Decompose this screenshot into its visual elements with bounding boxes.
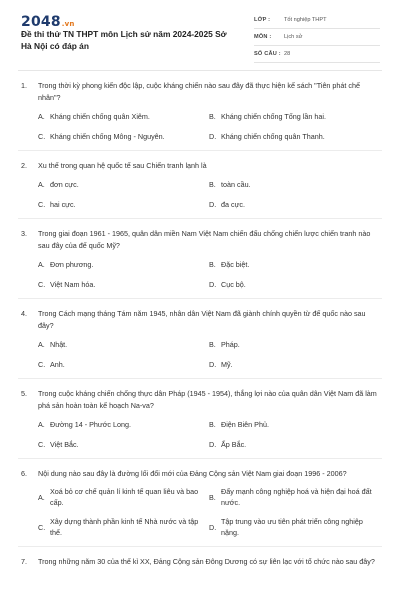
answer-options [38,419,380,450]
option-text: toàn cầu. [221,180,251,189]
option-text: Tập trung vào ưu tiên phát triển công nghiệp nặng. [221,517,363,537]
option-text: Kháng chiến chống quân Thanh. [221,132,325,141]
option-text: Đẩy mạnh công nghiệp hoá và hiện đại hoá đất nước. [221,487,372,507]
option-a[interactable] [38,179,209,190]
question-6 [0,468,400,547]
page-title: Đề thi thử TN THPT môn Lịch sử năm 2024-2025 Sở Hà Nội có đáp án [21,29,227,51]
option-text: Anh. [50,360,65,369]
question-number: 3. [21,229,27,238]
option-text: Nhật. [50,340,68,349]
meta-label: LỚP : [254,17,271,23]
option-text: Kháng chiến chống quân Xiêm. [50,112,150,121]
option-letter: C. [38,523,46,532]
option-b[interactable] [209,259,380,270]
option-b[interactable] [209,419,380,430]
option-text: đơn cực. [50,180,79,189]
option-letter: C. [38,360,46,369]
meta-value: Tốt nghiệp THPT [284,17,327,23]
option-letter: C. [38,440,46,449]
option-b[interactable] [209,487,380,508]
exam-meta [254,14,380,65]
option-a[interactable] [38,259,209,270]
option-letter: A. [38,260,45,269]
answer-options [38,179,380,210]
question-number: 4. [21,309,27,318]
option-text: Đường 14 - Phước Long. [50,420,131,429]
option-text: Cục bộ. [221,280,246,289]
meta-value: Lịch sử [284,34,303,40]
meta-row-class [254,14,380,29]
question-divider [18,458,382,459]
logo-suffix: .vn [61,20,75,28]
meta-row-count [254,48,380,63]
option-c[interactable] [38,439,209,450]
option-a[interactable] [38,111,209,122]
question-7 [0,556,400,568]
option-a[interactable] [38,339,209,350]
question-text: Trong những năm 30 của thế kỉ XX, Đảng Cộng sản Đông Dương có sự liên lạc với tổ chức nào sau đây? [38,557,375,566]
option-letter: B. [209,340,216,349]
question-text: Trong giai đoạn 1961 - 1965, quân dân miền Nam Việt Nam chiến đấu chống chiến lược chiến tranh nào sau đây của đế quốc Mỹ? [38,229,371,250]
logo-text: 2048 [21,14,61,30]
option-letter: C. [38,132,46,141]
meta-row-subject [254,31,380,46]
option-text: Đặc biệt. [221,260,250,269]
option-text: Xây dựng thành phần kinh tế Nhà nước và tập thể. [50,517,199,537]
option-d[interactable] [209,279,380,290]
question-number: 5. [21,389,27,398]
option-d[interactable] [209,439,380,450]
question-2 [0,160,400,219]
option-text: Mỹ. [221,360,233,369]
option-text: Việt Bắc. [50,440,79,449]
answer-options [38,259,380,290]
question-list [0,80,400,568]
option-letter: A. [38,180,45,189]
option-d[interactable] [209,359,380,370]
question-text: Xu thế trong quan hệ quốc tế sau Chiến tranh lạnh là [38,161,207,170]
answer-options [38,487,380,538]
option-c[interactable] [38,517,209,538]
option-letter: A. [38,493,45,502]
site-logo[interactable] [21,14,75,30]
question-number: 1. [21,81,27,90]
option-a[interactable] [38,487,209,508]
question-text: Trong Cách mạng tháng Tám năm 1945, nhân dân Việt Nam đã giành chính quyền từ đế quốc nào sau đây? [38,309,366,330]
question-1 [0,80,400,151]
option-letter: D. [209,280,217,289]
option-letter: D. [209,200,217,209]
question-divider [18,298,382,299]
option-text: Kháng chiến chống Mông - Nguyên. [50,132,165,141]
meta-value: 28 [284,51,291,57]
question-divider [18,546,382,547]
option-letter: B. [209,112,216,121]
option-letter: A. [38,420,45,429]
option-c[interactable] [38,131,209,142]
question-divider [18,378,382,379]
option-c[interactable] [38,359,209,370]
option-letter: C. [38,200,46,209]
option-letter: B. [209,180,216,189]
option-letter: C. [38,280,46,289]
option-text: Kháng chiến chống Tống lần hai. [221,112,326,121]
option-d[interactable] [209,517,380,538]
question-divider [18,218,382,219]
question-text: Nội dung nào sau đây là đường lối đổi mới của Đảng Cộng sản Việt Nam giai đoạn 1996 - 2006? [38,469,347,478]
option-d[interactable] [209,131,380,142]
answer-options [38,111,380,142]
option-text: Đơn phương. [50,260,94,269]
option-letter: D. [209,440,217,449]
option-letter: B. [209,493,216,502]
meta-label: MÔN : [254,34,272,40]
option-text: Việt Nam hóa. [50,280,96,289]
option-letter: A. [38,340,45,349]
option-text: đa cực. [221,200,245,209]
option-a[interactable] [38,419,209,430]
option-d[interactable] [209,199,380,210]
option-letter: A. [38,112,45,121]
header-divider [18,70,382,71]
option-b[interactable] [209,339,380,350]
option-letter: D. [209,360,217,369]
question-5 [0,388,400,459]
question-number: 7. [21,557,27,566]
option-letter: B. [209,420,216,429]
option-text: Ấp Bắc. [221,440,247,449]
option-c[interactable] [38,279,209,290]
question-text: Trong thời kỳ phong kiến độc lập, cuộc kháng chiến nào sau đây đã thực hiện kế sách "Tiên phát chế nhân"? [38,81,361,102]
option-text: hai cực. [50,200,76,209]
option-b[interactable] [209,179,380,190]
option-c[interactable] [38,199,209,210]
question-3 [0,228,400,299]
option-text: Điện Biên Phủ. [221,420,269,429]
option-letter: D. [209,523,217,532]
question-divider [18,150,382,151]
page-header [0,0,400,66]
option-text: Pháp. [221,340,240,349]
meta-label: SỐ CÂU : [254,51,281,57]
option-letter: D. [209,132,217,141]
question-text: Trong cuộc kháng chiến chống thực dân Pháp (1945 - 1954), thắng lợi nào của quân dân Việt Nam đã làm phá sản hoàn toàn kế hoạch Na-va? [38,389,377,410]
question-number: 6. [21,469,27,478]
option-letter: B. [209,260,216,269]
answer-options [38,339,380,370]
question-4 [0,308,400,379]
question-number: 2. [21,161,27,170]
option-text: Xoá bỏ cơ chế quản lí kinh tế quan liêu và bao cấp. [50,487,199,507]
option-b[interactable] [209,111,380,122]
